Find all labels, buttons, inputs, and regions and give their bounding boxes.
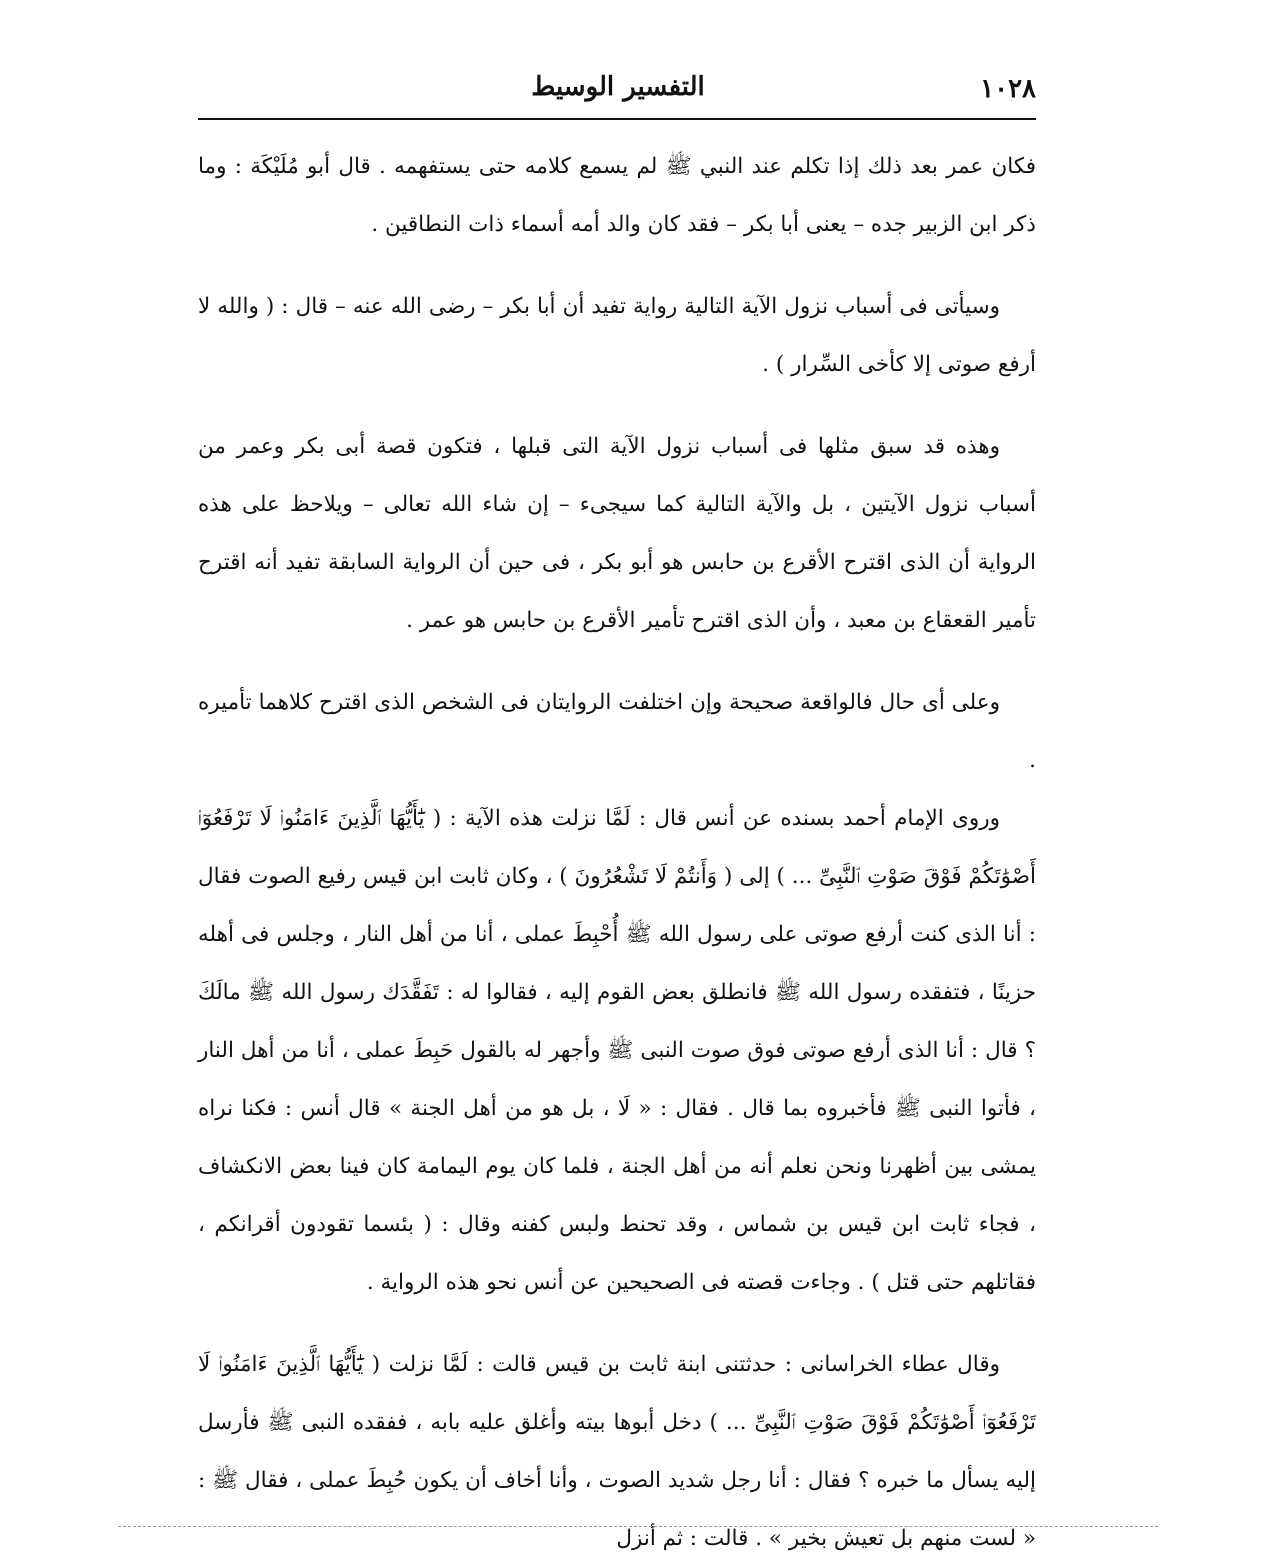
paragraph-6: وقال عطاء الخراسانى : حدثتنى ابنة ثابت بن قيس قالت : لَمَّا نزلت ( يَٰٓأَيُّهَا ٱلَّذِينَ ءَامَنُوا۟ لَا تَرْفَعُوٓا۟ أَصْوَٰتَكُمْ فَوْقَ صَوْتِ ٱلنَّبِىِّ ... ) دخل أبوها بيته وأغلق عليه بابه ، ففقده النبى ﷺ فأرسل إليه يسأل ما خبره ؟ فقال : أنا رجل شديد الصوت ، وأنا أخاف أن يكون حُبِطَ عملى ، فقال ﷺ : « لست منهم بل تعيش بخير » . قالت : ثم أنزل: [198, 1352, 1036, 1551]
paragraph-3: وهذه قد سبق مثلها فى أسباب نزول الآية التى قبلها ، فتكون قصة أبى بكر وعمر من أسباب نزول الآيتين ، بل والآية التالية كما سيجىء – إن شاء الله تعالى – ويلاحظ على هذه الرواية أن الذى اقترح الأقرع بن حابس هو أبو بكر ، فى حين أن الرواية السابقة تفيد أنه اقترح تأمير القعقاع بن معبد ، وأن الذى اقترح تأمير الأقرع بن حابس هو عمر .: [198, 434, 1036, 633]
footer-rule: [118, 1526, 1158, 1527]
page-body: [198, 138, 1036, 1568]
paragraph-2: وسيأتى فى أسباب نزول الآية التالية رواية تفيد أن أبا بكر – رضى الله عنه – قال : ( والله لا أرفع صوتى إلا كأخى السِّرار ) .: [198, 294, 1036, 377]
paragraph-4: وعلى أى حال فالواقعة صحيحة وإن اختلفت الروايتان فى الشخص الذى اقترح كلاهما تأميره .: [198, 690, 1036, 773]
page-number: ١٠٢٨: [980, 74, 1036, 104]
page-header: [198, 70, 1036, 114]
paragraph-5: وروى الإمام أحمد بسنده عن أنس قال : لَمَّا نزلت هذه الآية : ( يَٰٓأَيُّهَا ٱلَّذِينَ ءَامَنُوا۟ لَا تَرْفَعُوٓا۟ أَصْوَٰتَكُمْ فَوْقَ صَوْتِ ٱلنَّبِىِّ ... ) إلى ( وَأَنتُمْ لَا تَشْعُرُونَ ) ، وكان ثابت ابن قيس رفيع الصوت فقال : أنا الذى كنت أرفع صوتى على رسول الله ﷺ أُحْبِطَ عملى ، أنا من أهل النار ، وجلس فى أهله حزينًا ، فتفقده رسول الله ﷺ فانطلق بعض القوم إليه ، فقالوا له : تَفَقَّدَك رسول الله ﷺ مالَكَ ؟ قال : أنا الذى أرفع صوتى فوق صوت النبى ﷺ وأجهر له بالقول حَبِطَ عملى ، أنا من أهل النار ، فأتوا النبى ﷺ فأخبروه بما قال . فقال : « لَا ، بل هو من أهل الجنة » قال أنس : فكنا نراه يمشى بين أظهرنا ونحن نعلم أنه من أهل الجنة ، فلما كان يوم اليمامة كان فينا بعض الانكشاف ، فجاء ثابت ابن قيس بن شماس ، وقد تحنط ولبس كفنه وقال : ( بئسما تقودون أقرانكم ، فقاتلهم حتى قتل ) . وجاءت قصته فى الصحيحين عن أنس نحو هذه الرواية .: [198, 806, 1036, 1295]
running-title: التفسير الوسيط: [531, 72, 705, 102]
paragraph-1: فكان عمر بعد ذلك إذا تكلم عند النبي ﷺ لم يسمع كلامه حتى يستفهمه . قال أبو مُلَيْكَة : وما ذكر ابن الزبير جده – يعنى أبا بكر – فقد كان والد أمه أسماء ذات النطاقين .: [198, 154, 1036, 237]
header-rule: [198, 118, 1036, 120]
